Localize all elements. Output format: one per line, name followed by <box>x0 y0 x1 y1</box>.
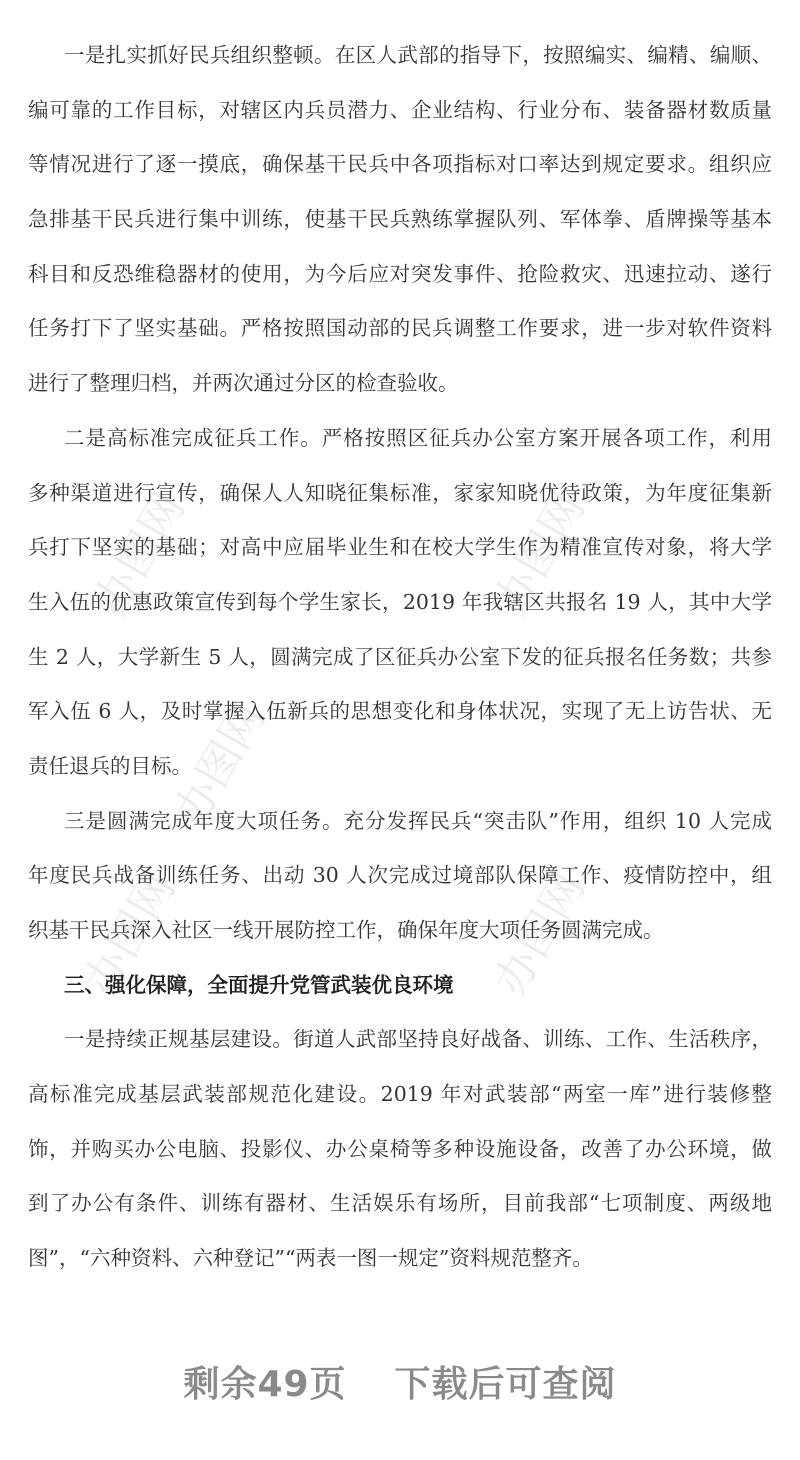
text-line: 兵打下坚实的基础；对高中应届毕业生和在校大学生作为精准宣传对象，将大学 <box>28 535 772 560</box>
text-line: 生 2 人，大学新生 5 人，圆满完成了区征兵办公室下发的征兵报名任务数；共参 <box>28 644 772 669</box>
text-line: 等情况进行了逐一摸底，确保基干民兵中各项指标对口率达到规定要求。组织应 <box>28 152 772 177</box>
text-line: 编可靠的工作目标，对辖区内兵员潜力、企业结构、行业分布、装备器材数质量 <box>28 97 772 122</box>
text-line: 一是持续正规基层建设。街道人武部坚持良好战备、训练、工作、生活秩序， <box>64 1027 772 1052</box>
watermark: 办图网 <box>164 694 275 835</box>
section-heading <box>28 966 772 1021</box>
text-line: 图”，“六种资料、六种登记”“两表一图一规定”资料规范整齐。 <box>28 1246 593 1271</box>
watermark: 办图网 <box>74 864 185 1005</box>
remaining-pages-label: 剩余49页 <box>183 1364 347 1405</box>
text-line: 进行了整理归档，并两次通过分区的检查验收。 <box>28 371 459 396</box>
text-line: 生入伍的优惠政策宣传到每个学生家长，2019 年我辖区共报名 19 人，其中大学 <box>28 589 772 614</box>
paragraph <box>28 1020 772 1293</box>
document-body <box>28 36 772 1294</box>
text-line: 一是扎实抓好民兵组织整顿。在区人武部的指导下，按照编实、编精、编顺、 <box>64 43 772 67</box>
text-line: 织基干民兵深入社区一线开展防控工作，确保年度大项任务圆满完成。 <box>28 918 664 942</box>
text-line: 科目和反恐维稳器材的使用，为今后应对突发事件、抢险救灾、迅速拉动、遂行 <box>28 261 772 286</box>
watermark: 办图网 <box>484 484 595 625</box>
paragraph <box>28 802 772 966</box>
text-line: 急排基干民兵进行集中训练，使基干民兵熟练掌握队列、军体拳、盾牌操等基本 <box>28 207 772 232</box>
text-line: 三、强化保障，全面提升党管武装优良环境 <box>64 972 454 997</box>
text-line: 二是高标准完成征兵工作。严格按照区征兵办公室方案开展各项工作，利用 <box>64 425 772 450</box>
text-line: 多种渠道进行宣传，确保人人知晓征集标准，家家知晓优待政策，为年度征集新 <box>28 480 772 505</box>
text-line: 饰，并购买办公电脑、投影仪、办公桌椅等多种设施设备，改善了办公环境，做 <box>28 1136 772 1161</box>
paragraph <box>28 36 772 419</box>
paragraph <box>28 419 772 802</box>
watermark: 办图网 <box>84 484 195 625</box>
text-line: 三是圆满完成年度大项任务。充分发挥民兵“突击队”作用，组织 10 人完成 <box>64 808 772 833</box>
text-line: 军入伍 6 人，及时掌握入伍新兵的思想变化和身体状况，实现了无上访告状、无 <box>28 699 772 724</box>
download-to-view-label: 下载后可查阅 <box>394 1364 617 1405</box>
text-line: 责任退兵的目标。 <box>28 753 192 778</box>
text-line: 年度民兵战备训练任务、出动 30 人次完成过境部队保障工作、疫情防控中，组 <box>28 863 772 888</box>
text-line: 到了办公有条件、训练有器材、生活娱乐有场所，目前我部“七项制度、两级地 <box>28 1191 772 1216</box>
watermark: 办图网 <box>484 864 595 1005</box>
text-line: 任务打下了坚实基础。严格按照国动部的民兵调整工作要求，进一步对软件资料 <box>28 316 772 341</box>
text-line: 高标准完成基层武装部规范化建设。2019 年对武装部“两室一库”进行装修整 <box>28 1082 772 1107</box>
download-prompt[interactable] <box>0 1356 800 1407</box>
